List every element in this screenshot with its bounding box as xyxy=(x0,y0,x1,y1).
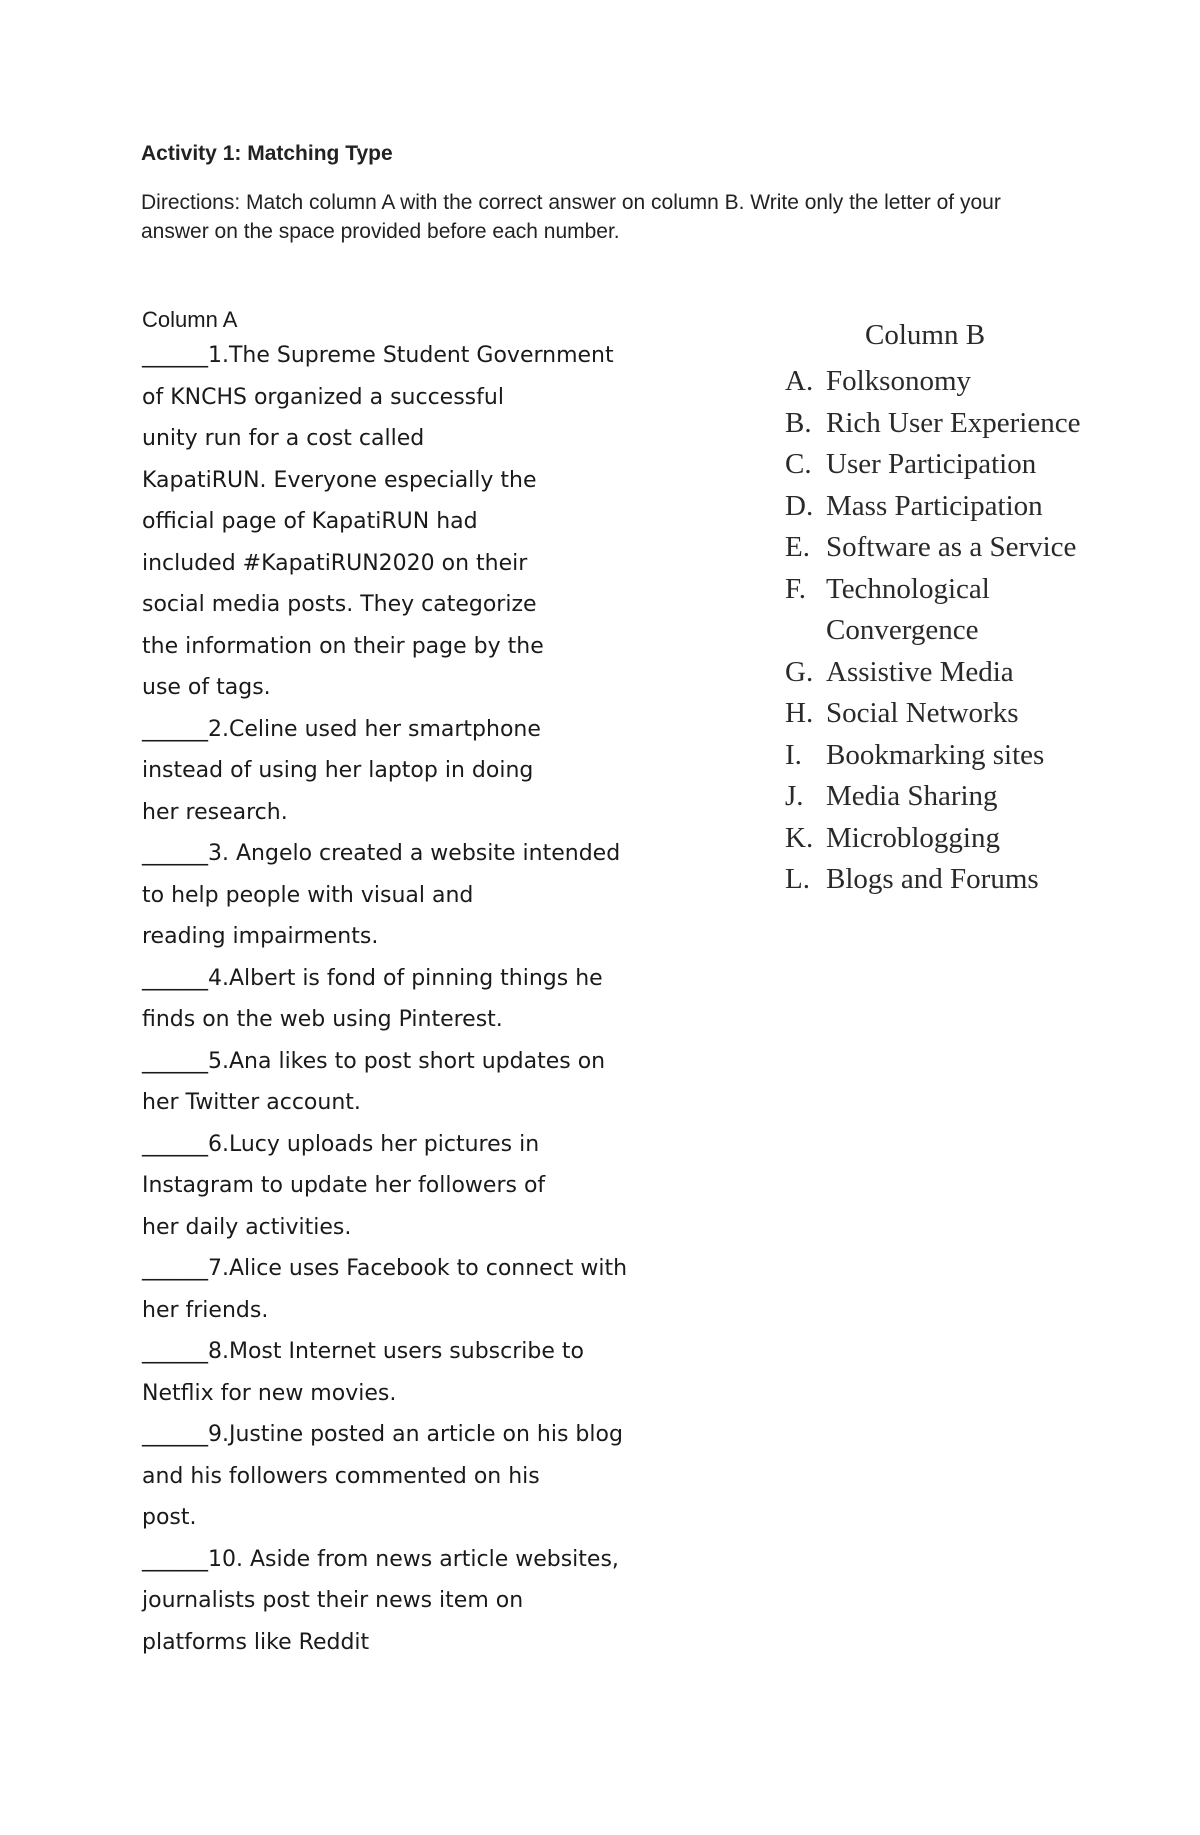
choice-i xyxy=(785,735,1105,777)
column-a-items xyxy=(142,335,702,1663)
choice-letter: A. xyxy=(785,365,814,397)
choice-letter: E. xyxy=(785,531,810,563)
item-8-line-2: Netflix for new movies. xyxy=(142,1380,397,1406)
choice-g xyxy=(785,652,1105,694)
item-3-line-2: to help people with visual and xyxy=(142,882,474,908)
item-1-line-4: KapatiRUN. Everyone especially the xyxy=(142,467,537,493)
choice-letter: B. xyxy=(785,406,812,439)
activity-title: Activity 1: Matching Type xyxy=(141,142,393,165)
item-1-line-6: included #KapatiRUN2020 on their xyxy=(142,550,528,576)
item-8-line-1: ______8.Most Internet users subscribe to xyxy=(142,1339,584,1364)
choice-text: User Participation xyxy=(826,448,1037,480)
choice-l xyxy=(785,859,1105,901)
choice-letter: L. xyxy=(785,863,810,895)
item-4-line-1: ______4.Albert is fond of pinning things he xyxy=(142,965,603,991)
item-3-line-3: reading impairments. xyxy=(142,924,379,949)
item-1-line-2: of KNCHS organized a successful xyxy=(142,384,504,410)
item-5-line-1: ______5.Ana likes to post short updates on xyxy=(142,1048,606,1074)
item-7-line-2: her friends. xyxy=(142,1297,269,1323)
choice-text: Bookmarking sites xyxy=(826,738,1045,771)
column-b-choices xyxy=(785,361,1105,901)
choice-b xyxy=(785,403,1105,445)
item-9-line-2: and his followers commented on his xyxy=(142,1463,540,1489)
choice-letter: D. xyxy=(785,489,814,522)
choice-text: Social Networks xyxy=(826,697,1019,729)
choice-text: Mass Participation xyxy=(826,489,1043,522)
item-9-line-3: post. xyxy=(142,1505,197,1530)
item-3-line-1: ______3. Angelo created a website intended xyxy=(142,841,621,866)
choice-text: Blogs and Forums xyxy=(826,863,1039,895)
choice-letter: G. xyxy=(785,655,814,688)
item-1-line-1: ______1.The Supreme Student Government xyxy=(142,343,614,368)
choice-text: Folksonomy xyxy=(826,365,972,397)
choice-h xyxy=(785,693,1105,735)
directions-text: Directions: Match column A with the correct answer on column B. Write only the letter of your answer on the space provided before each number. xyxy=(141,191,1001,243)
item-10-line-2: journalists post their news item on xyxy=(142,1588,524,1613)
item-4-line-2: finds on the web using Pinterest. xyxy=(142,1007,503,1032)
choice-text: Technological xyxy=(826,572,990,605)
item-1-line-7: social media posts. They categorize xyxy=(142,592,537,617)
choice-text: Assistive Media xyxy=(826,655,1014,688)
choice-text: Rich User Experience xyxy=(826,406,1081,439)
item-2-line-2: instead of using her laptop in doing xyxy=(142,758,534,783)
item-6-line-3: her daily activities. xyxy=(142,1214,352,1240)
item-9-line-1: ______9.Justine posted an article on his blog xyxy=(142,1422,623,1447)
item-7-line-1: ______7.Alice uses Facebook to connect with xyxy=(142,1256,628,1281)
item-6-line-2: Instagram to update her followers of xyxy=(142,1173,546,1198)
choice-c xyxy=(785,444,1105,486)
choice-j xyxy=(785,776,1105,818)
choice-d xyxy=(785,486,1105,528)
item-10-line-3: platforms like Reddit xyxy=(142,1629,370,1655)
item-6-line-1: ______6.Lucy uploads her pictures in xyxy=(142,1131,540,1157)
column-b-heading: Column B xyxy=(865,319,986,351)
choice-letter: I. xyxy=(785,738,802,771)
choice-letter: H. xyxy=(785,697,814,729)
choice-text: Media Sharing xyxy=(826,780,998,812)
choice-text: Convergence xyxy=(826,614,979,646)
item-2-line-1: ______2.Celine used her smartphone xyxy=(142,716,541,742)
item-1-line-3: unity run for a cost called xyxy=(142,426,425,451)
item-10-line-1: ______10. Aside from news article websites, xyxy=(142,1546,619,1572)
choice-letter: F. xyxy=(785,572,807,605)
column-b xyxy=(785,315,1105,901)
choice-k xyxy=(785,818,1105,860)
column-a-heading: Column A xyxy=(142,307,238,332)
item-1-line-5: official page of KapatiRUN had xyxy=(142,509,478,534)
item-5-line-2: her Twitter account. xyxy=(142,1090,361,1115)
item-1-line-9: use of tags. xyxy=(142,675,271,700)
choice-letter: J. xyxy=(785,780,804,812)
choice-e xyxy=(785,527,1105,569)
choice-letter: C. xyxy=(785,448,812,480)
choice-a xyxy=(785,361,1105,403)
choice-letter: K. xyxy=(785,821,814,854)
choice-text: Microblogging xyxy=(826,821,1000,854)
choice-text: Software as a Service xyxy=(826,531,1077,563)
column-a xyxy=(142,305,702,1663)
choice-f xyxy=(785,569,1105,652)
item-1-line-8: the information on their page by the xyxy=(142,633,544,659)
item-2-line-3: her research. xyxy=(142,799,288,825)
